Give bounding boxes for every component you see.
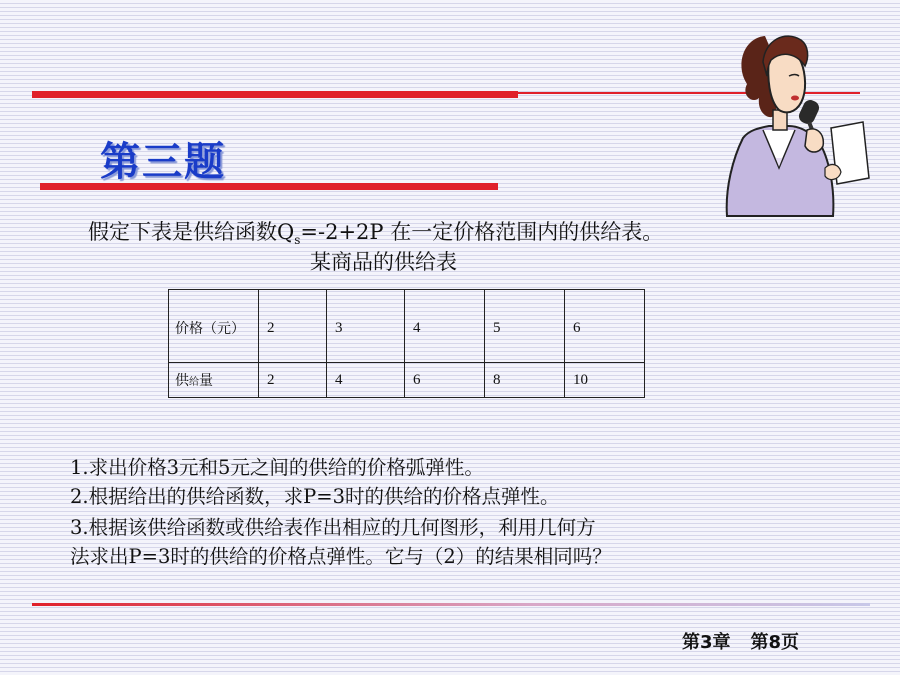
footer (682, 628, 819, 654)
table-cell: 5 (485, 290, 565, 363)
table-cell: 4 (405, 290, 485, 363)
table-cell: 4 (327, 363, 405, 398)
question-2: 2.根据给出的供给函数，求P=3时的供给的价格点弹性。 (70, 485, 560, 508)
table-caption: 某商品的供给表 (310, 250, 457, 274)
price-header-cell: 价格（元） (169, 290, 259, 363)
table-cell: 10 (565, 363, 645, 398)
quantity-label-part: 供 (175, 373, 189, 389)
intro-suffix: =-2+2P 在一定价格范围内的供给表。 (300, 220, 664, 244)
quantity-label-small: 给 (189, 377, 199, 388)
table-row (169, 290, 645, 363)
intro-text (88, 216, 663, 247)
bottom-divider (32, 603, 870, 606)
top-red-bar (32, 91, 518, 98)
table-cell: 6 (405, 363, 485, 398)
page-title: 第三题 (100, 138, 226, 185)
table-cell: 3 (327, 290, 405, 363)
intro-subscript: s (294, 233, 301, 248)
table-cell: 8 (485, 363, 565, 398)
question-3-line-2: 法求出P=3时的供给的价格点弹性。它与（2）的结果相同吗？ (70, 545, 612, 568)
woman-speaking-microphone-icon (713, 18, 873, 218)
table-cell: 2 (259, 290, 327, 363)
quantity-header-cell (169, 363, 259, 398)
chapter-label: 第3章 (682, 632, 731, 653)
table-row (169, 363, 645, 398)
quantity-label-part: 量 (199, 373, 213, 389)
table-cell: 6 (565, 290, 645, 363)
table-cell: 2 (259, 363, 327, 398)
page-number: 第8页 (750, 632, 800, 653)
supply-table (168, 289, 645, 398)
intro-prefix: 假定下表是供给函数Q (88, 220, 295, 244)
question-3-line-1: 3.根据该供给函数或供给表作出相应的几何图形，利用几何方 (70, 516, 596, 539)
question-1: 1.求出价格3元和5元之间的供给的价格弧弹性。 (70, 456, 484, 479)
